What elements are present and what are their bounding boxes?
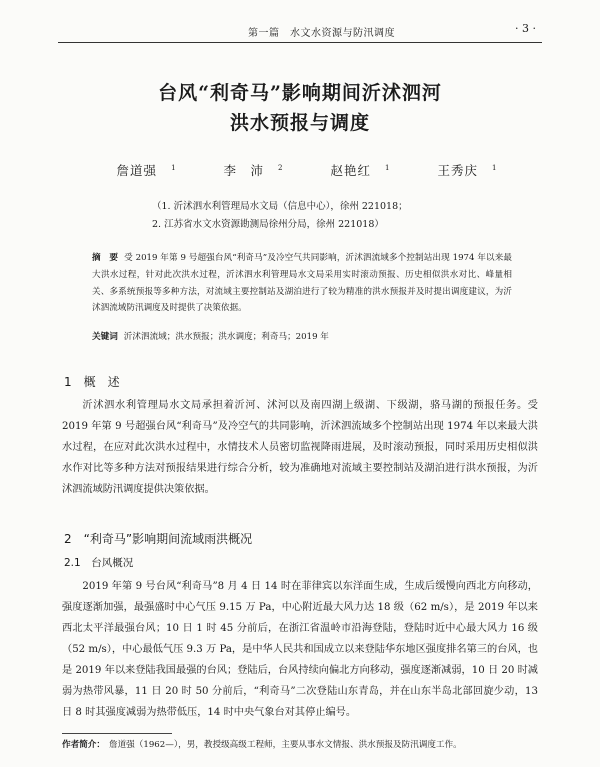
section-heading-rain-flood: 2 “利奇马”影响期间流域雨洪概况: [64, 532, 253, 546]
paper-title: [0, 78, 600, 138]
author-affil-mark: 1: [171, 163, 177, 172]
section-overview-body: [62, 395, 538, 500]
keywords-label: 关键词: [92, 332, 118, 342]
section-typhoon-body: [62, 576, 538, 723]
author-affil-mark: 1: [385, 163, 391, 172]
title-line-1: 台风“利奇马”影响期间沂沭泗河: [158, 82, 442, 104]
affiliation-1: （1. 沂沭泗水利管理局水文局（信息中心），徐州 221018；: [152, 201, 408, 212]
paragraph: 沂沭泗水利管理局水文局承担着沂河、沭河以及南四湖上级湖、下级湖，骆马湖的预报任务。受 2019 年第 9 号超强台风“利奇马”及冷空气的共同影响，沂沭泗流域多个控制站出现 1974 年以来最大洪水过程，在应对此次洪水过程中，水情技术人员密切监视降雨进展，及时滚动预报，同时采用历史相似洪水作对比等多种方法对预报结果进行综合分析，较为准确地对流域主要控制站及湖泊进行洪水预报，为沂沭泗流域防汛调度提供决策依据。: [62, 400, 538, 495]
title-line-2: 洪水预报与调度: [229, 112, 370, 134]
running-header: [58, 20, 542, 43]
author-footnote: [62, 738, 538, 752]
author-name: 赵艳红: [330, 163, 371, 178]
author: [423, 163, 497, 178]
paragraph: 2019 年第 9 号台风“利奇马”8 月 4 日 14 时在菲律宾以东洋面生成，生成后缓慢向西北方向移动，强度逐渐加强，最强盛时中心气压 9.15 万 Pa，中心附近最大风力达 18 级（62 m/s），是 2019 年以来西北太平洋最强台风；10 日 1 时 45 分前后，在浙江省温岭市沿海登陆，登陆时近中心最大风力 16 级（52 m/s），中心最低气压 9.3 万 Pa，是中华人民共和国成立以来登陆华东地区强度排名第三的台风，也是 2019 年以来登陆我国最强的台风；登陆后，台风持续向偏北方向移动，强度逐渐减弱，10 日 20 时减弱为热带风暴，11 日 20 时 50 分前后，“利奇马”二次登陆山东青岛，并在山东半岛北部回旋少动，13 日 8 时其强度减弱为热带低压，14 时中央气象台对其停止编号。: [62, 581, 538, 718]
abstract: [92, 250, 512, 317]
author: [103, 163, 177, 178]
running-header-title: 第一篇 水文水资源与防汛调度: [248, 28, 395, 39]
keywords-text: 沂沭泗流域；洪水预报；洪水调度；利奇马；2019 年: [123, 332, 329, 342]
section-heading-overview: 1 概 述: [64, 375, 120, 389]
author: [316, 163, 390, 178]
author-name: 王秀庆: [437, 163, 478, 178]
keywords: [92, 330, 512, 344]
affiliation-2: 2. 江苏省水文水资源勘测局徐州分局，徐州 221018）: [152, 219, 384, 230]
page-number: · 3 ·: [515, 22, 536, 35]
abstract-text: 受 2019 年第 9 号超强台风“利奇马”及冷空气共同影响，沂沭泗流域多个控制站出现 1974 年以来最大洪水过程，针对此次洪水过程，沂沭泗水利管理局水文局采用实时滚动预报、历史相似洪水对比、峰量相关、多系统预报等多种方法，对流域主要控制站及湖泊进行了较为精准的洪水预报并及时提出调度建议，为沂沭泗流域防汛调度及时提供了决策依据。: [92, 253, 512, 314]
abstract-label: 摘 要: [92, 253, 119, 263]
footnote-divider: [62, 733, 172, 734]
author-affil-mark: 1: [491, 163, 498, 172]
author-list: [0, 161, 600, 179]
subsection-heading-typhoon: 2.1 台风概况: [64, 557, 134, 569]
footnote-label: 作者简介：: [62, 740, 105, 750]
author-name: 詹道强: [116, 163, 158, 178]
author-name: 李 沛: [223, 163, 265, 178]
author: [210, 163, 284, 178]
footnote-text: 詹道强（1962—），男，教授级高级工程师，主要从事水文情报、洪水预报及防汛调度工作。: [108, 740, 462, 750]
author-affil-mark: 2: [278, 163, 284, 172]
